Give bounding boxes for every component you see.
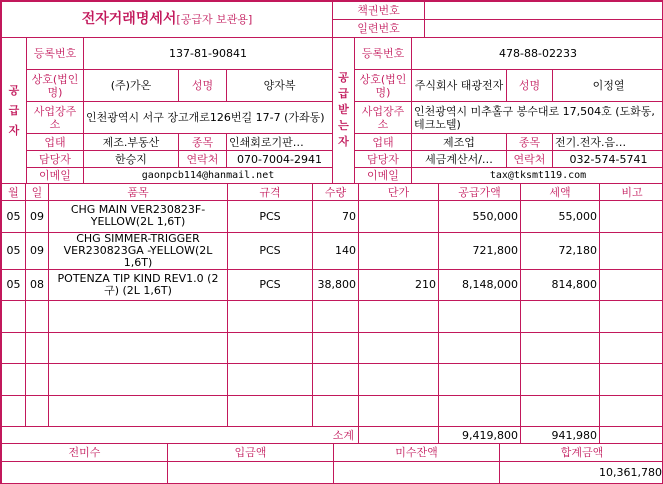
cell-price <box>359 364 439 396</box>
balance-value <box>334 462 500 484</box>
title-main: 전자거래명세서 <box>81 11 177 27</box>
cell-note <box>600 269 663 301</box>
cell-supply: 550,000 <box>439 201 521 233</box>
cell-qty <box>313 332 359 364</box>
items-table <box>1 183 663 201</box>
receiver-email-label: 이메일 <box>355 168 412 184</box>
total-value: 10,361,780 <box>500 462 663 484</box>
supplier-rep-label: 성명 <box>179 70 227 102</box>
supplier-side-label: 공급자 <box>2 38 27 184</box>
cell-tax: 814,800 <box>521 269 600 301</box>
receiver-reg-no: 478-88-02233 <box>412 38 663 70</box>
cell-spec: PCS <box>228 269 313 301</box>
receiver-rep-label: 성명 <box>507 70 553 102</box>
paid-label: 입금액 <box>168 444 334 462</box>
volume-label: 책권번호 <box>333 2 425 20</box>
col-supply: 공급가액 <box>439 184 521 201</box>
supplier-name: (주)가온 <box>84 70 179 102</box>
items-header-row <box>2 184 663 201</box>
receiver-reg-label: 등록번호 <box>355 38 412 70</box>
col-month: 월 <box>2 184 26 201</box>
supplier-tel: 070-7004-2941 <box>227 151 333 168</box>
cell-supply <box>439 364 521 396</box>
cell-day <box>26 364 49 396</box>
cell-month: 05 <box>2 269 26 301</box>
cell-spec <box>228 364 313 396</box>
receiver-mgr: 세금계산서/… <box>412 151 507 168</box>
col-qty: 수량 <box>313 184 359 201</box>
cell-tax: 55,000 <box>521 201 600 233</box>
col-note: 비고 <box>600 184 663 201</box>
document-title <box>2 2 333 38</box>
cell-name <box>49 364 228 396</box>
supplier-name-label: 상호(법인명) <box>27 70 84 102</box>
receiver-name: 주식회사 태광전자 <box>412 70 507 102</box>
receiver-item: 전기.전자.음… <box>553 134 663 151</box>
subtotal-tax: 941,980 <box>521 427 600 444</box>
supplier-biz-label: 업태 <box>27 134 84 151</box>
title-sub: [공급자 보관용] <box>176 13 253 26</box>
cell-qty: 140 <box>313 232 359 269</box>
cell-tax: 72,180 <box>521 232 600 269</box>
cell-price: 210 <box>359 269 439 301</box>
volume-value <box>425 2 663 20</box>
cell-name <box>49 395 228 427</box>
supplier-item: 인쇄회로기판… <box>227 134 333 151</box>
footer-table <box>1 443 663 484</box>
cell-day <box>26 301 49 333</box>
cell-price <box>359 201 439 233</box>
cell-name: CHG SIMMER-TRIGGER VER230823GA -YELLOW(2L 1,6T) <box>49 232 228 269</box>
header-table <box>1 1 663 38</box>
receiver-block <box>332 37 663 184</box>
balance-label: 미수잔액 <box>334 444 500 462</box>
col-day: 일 <box>26 184 49 201</box>
subtotal-label: 소계 <box>2 427 359 444</box>
receiver-mgr-label: 담당자 <box>355 151 412 168</box>
subtotal-price-empty <box>359 427 439 444</box>
receiver-email: tax@tksmt119.com <box>412 168 663 184</box>
supplier-email-label: 이메일 <box>27 168 84 184</box>
cell-supply: 721,800 <box>439 232 521 269</box>
supplier-email: gaonpcb114@hanmail.net <box>84 168 333 184</box>
receiver-rep: 이정열 <box>553 70 663 102</box>
cell-tax <box>521 332 600 364</box>
table-row-empty <box>2 332 663 364</box>
col-price: 단가 <box>359 184 439 201</box>
subtotal-note-empty <box>600 427 663 444</box>
cell-tax <box>521 301 600 333</box>
prev-value <box>2 462 168 484</box>
cell-price <box>359 232 439 269</box>
col-item: 품목 <box>49 184 228 201</box>
receiver-biz: 제조업 <box>412 134 507 151</box>
table-row <box>2 269 663 301</box>
receiver-side-label: 공급받는자 <box>333 38 355 184</box>
cell-supply: 8,148,000 <box>439 269 521 301</box>
col-tax: 세액 <box>521 184 600 201</box>
paid-value <box>168 462 334 484</box>
subtotal-table <box>1 426 663 444</box>
cell-name <box>49 301 228 333</box>
cell-day <box>26 332 49 364</box>
cell-note <box>600 201 663 233</box>
col-spec: 규격 <box>228 184 313 201</box>
serial-label: 일련번호 <box>333 20 425 38</box>
receiver-name-label: 상호(법인명) <box>355 70 412 102</box>
serial-value <box>425 20 663 38</box>
cell-month: 05 <box>2 201 26 233</box>
cell-note <box>600 332 663 364</box>
cell-price <box>359 332 439 364</box>
table-row <box>2 201 663 233</box>
table-row-empty <box>2 301 663 333</box>
supplier-item-label: 종목 <box>179 134 227 151</box>
supplier-block <box>1 37 333 184</box>
prev-label: 전미수 <box>2 444 168 462</box>
cell-note <box>600 232 663 269</box>
cell-spec: PCS <box>228 232 313 269</box>
receiver-tel: 032-574-5741 <box>553 151 663 168</box>
cell-note <box>600 301 663 333</box>
cell-tax <box>521 395 600 427</box>
supplier-mgr-label: 담당자 <box>27 151 84 168</box>
cell-month <box>2 332 26 364</box>
supplier-reg-label: 등록번호 <box>27 38 84 70</box>
cell-month <box>2 395 26 427</box>
cell-note <box>600 364 663 396</box>
receiver-addr-label: 사업장주소 <box>355 102 412 134</box>
cell-spec: PCS <box>228 201 313 233</box>
subtotal-row <box>2 427 663 444</box>
supplier-addr-label: 사업장주소 <box>27 102 84 134</box>
table-row-empty <box>2 395 663 427</box>
cell-month <box>2 364 26 396</box>
cell-qty <box>313 364 359 396</box>
receiver-biz-label: 업태 <box>355 134 412 151</box>
cell-supply <box>439 332 521 364</box>
cell-price <box>359 395 439 427</box>
cell-spec <box>228 332 313 364</box>
cell-spec <box>228 301 313 333</box>
cell-day: 09 <box>26 201 49 233</box>
supplier-biz: 제조.부동산 <box>84 134 179 151</box>
cell-day: 09 <box>26 232 49 269</box>
supplier-rep: 양자복 <box>227 70 333 102</box>
receiver-tel-label: 연락처 <box>507 151 553 168</box>
receiver-item-label: 종목 <box>507 134 553 151</box>
table-row-empty <box>2 364 663 396</box>
item-rows <box>1 200 663 427</box>
total-label: 합계금액 <box>500 444 663 462</box>
cell-day: 08 <box>26 269 49 301</box>
cell-name: CHG MAIN VER230823F-YELLOW(2L 1,6T) <box>49 201 228 233</box>
supplier-reg-no: 137-81-90841 <box>84 38 333 70</box>
cell-spec <box>228 395 313 427</box>
cell-month: 05 <box>2 232 26 269</box>
cell-name: POTENZA TIP KIND REV1.0 (2구) (2L 1,6T) <box>49 269 228 301</box>
cell-qty <box>313 395 359 427</box>
cell-note <box>600 395 663 427</box>
cell-name <box>49 332 228 364</box>
cell-supply <box>439 395 521 427</box>
cell-tax <box>521 364 600 396</box>
receiver-addr: 인천광역시 미추홀구 봉수대로 17,504호 (도화동,테크노텔) <box>412 102 663 134</box>
subtotal-supply: 9,419,800 <box>439 427 521 444</box>
supplier-tel-label: 연락처 <box>179 151 227 168</box>
cell-day <box>26 395 49 427</box>
cell-qty: 38,800 <box>313 269 359 301</box>
cell-month <box>2 301 26 333</box>
supplier-mgr: 한승지 <box>84 151 179 168</box>
cell-supply <box>439 301 521 333</box>
cell-qty: 70 <box>313 201 359 233</box>
cell-price <box>359 301 439 333</box>
cell-qty <box>313 301 359 333</box>
supplier-addr: 인천광역시 서구 장고개로126번길 17-7 (가좌동) <box>84 102 333 134</box>
table-row <box>2 232 663 269</box>
